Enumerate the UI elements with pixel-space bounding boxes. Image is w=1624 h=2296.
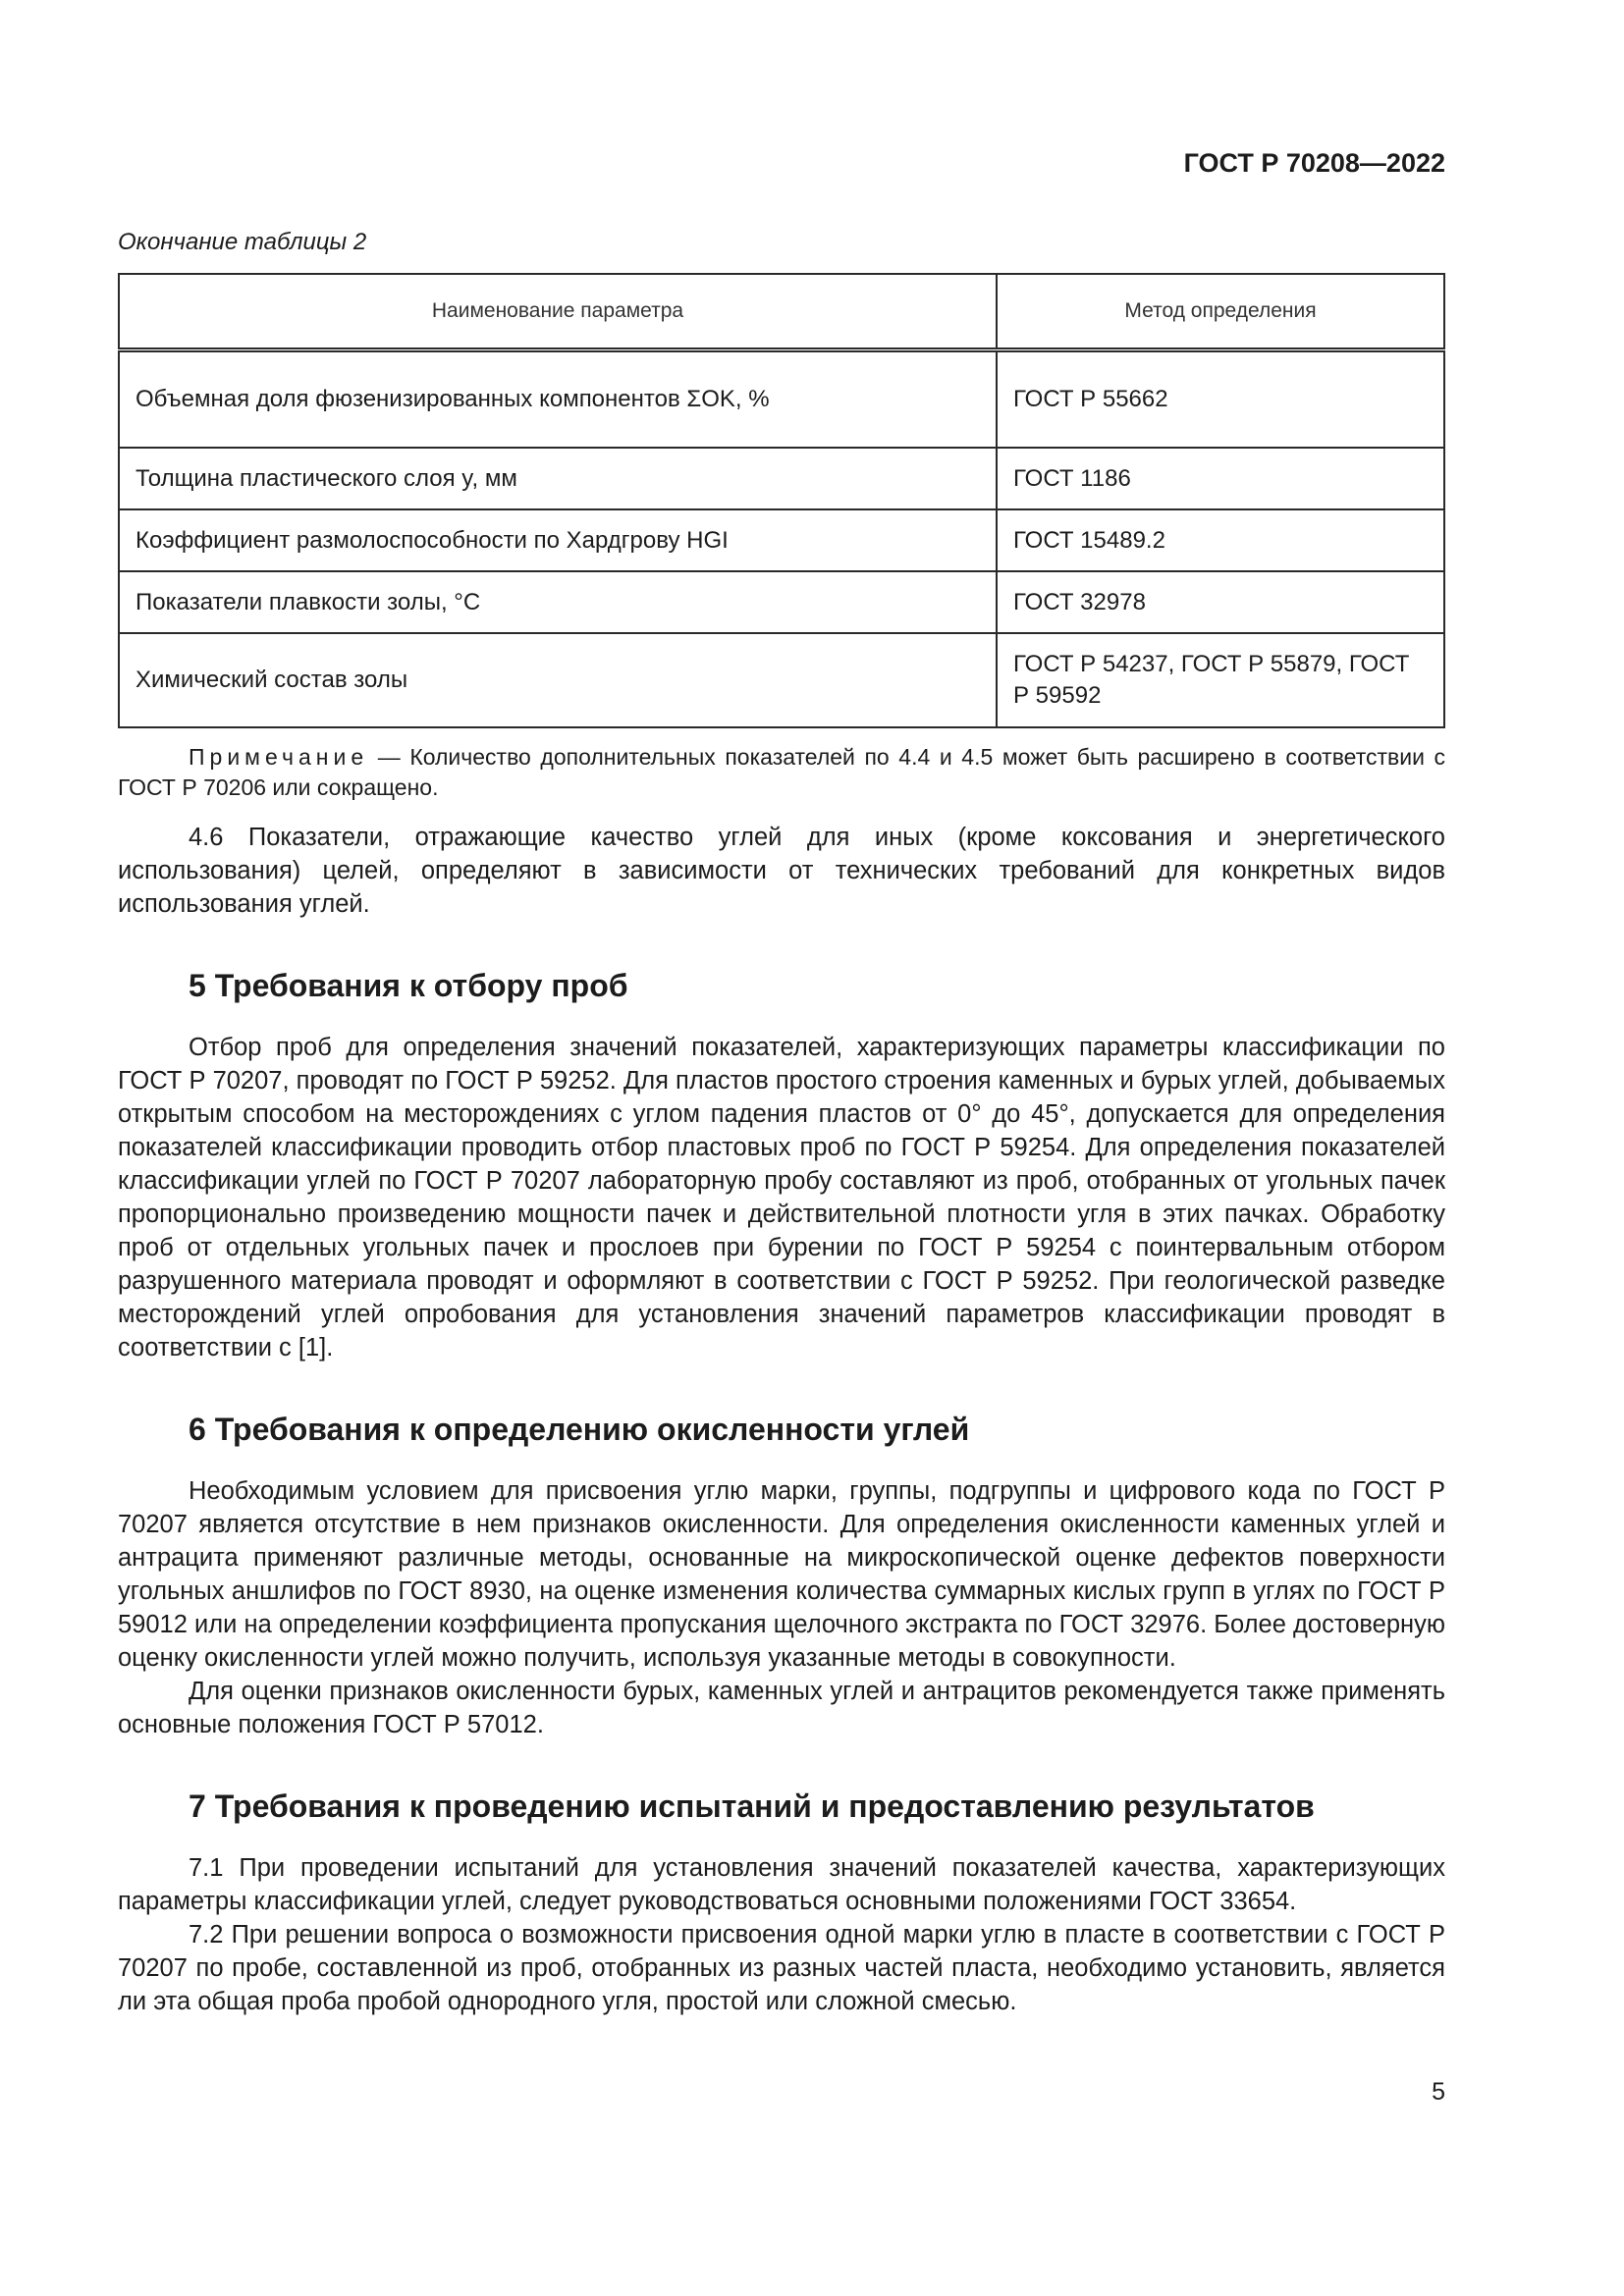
section-6-heading: 6 Требования к определению окисленности углей bbox=[189, 1412, 970, 1447]
document-id-header: ГОСТ Р 70208—2022 bbox=[1183, 148, 1445, 178]
table-row bbox=[119, 571, 1444, 633]
section-7-paragraph: 7.1 При проведении испытаний для установления значений показателей качества, характеризующих параметры классификации углей, следует руководствоваться основными положениями ГОСТ 33654. bbox=[118, 1854, 1445, 1915]
table-row bbox=[119, 509, 1444, 571]
column-header-method: Метод определения bbox=[997, 274, 1444, 350]
note-label: Примечание bbox=[189, 744, 369, 770]
method-cell: ГОСТ 32978 bbox=[997, 571, 1444, 633]
method-cell: ГОСТ 1186 bbox=[997, 448, 1444, 509]
parameter-cell: Толщина пластического слоя y, мм bbox=[119, 448, 997, 509]
table-row bbox=[119, 350, 1444, 449]
section-5-heading: 5 Требования к отбору проб bbox=[189, 968, 628, 1003]
parameter-cell: Химический состав золы bbox=[119, 633, 997, 727]
column-header-parameter: Наименование параметра bbox=[119, 274, 997, 350]
table-note bbox=[118, 742, 1445, 803]
table-header-row bbox=[119, 274, 1444, 350]
method-cell: ГОСТ Р 55662 bbox=[997, 350, 1444, 449]
page-content bbox=[118, 228, 1445, 2018]
table-row bbox=[119, 633, 1444, 727]
section-5-paragraph: Отбор проб для определения значений показателей, характеризующих параметры классификации по ГОСТ Р 70207, проводят по ГОСТ Р 59252. Для пластов простого строения каменных и бурых углей, добываемых открытым способом на месторождениях с углом падения пластов от 0° до 45°, допускается для определения показателей классификации проводить отбор пластовых проб по ГОСТ Р 59254. Для определения показателей классификации углей по ГОСТ Р 70207 лабораторную пробу составляют из проб, отобранных от угольных пачек пропорционально произведению мощности пачек и действительной плотности угля в этих пачках. Обработку проб от отдельных угольных пачек и прослоев при бурении по ГОСТ Р 59254 с поинтервальным отбором разрушенного материала проводят и оформляют в соответствии с ГОСТ Р 59252. При геологической разведке месторождений углей опробования для установления значений параметров классификации проводят в соответствии с [1]. bbox=[118, 1034, 1445, 1362]
parameter-cell: Показатели плавкости золы, °C bbox=[119, 571, 997, 633]
table-caption: Окончание таблицы 2 bbox=[118, 229, 367, 255]
method-cell: ГОСТ Р 54237, ГОСТ Р 55879, ГОСТ Р 59592 bbox=[997, 633, 1444, 727]
parameters-table bbox=[118, 273, 1445, 728]
page-number: 5 bbox=[1432, 2078, 1445, 2106]
method-cell: ГОСТ 15489.2 bbox=[997, 509, 1444, 571]
section-6-paragraph: Необходимым условием для присвоения углю марки, группы, подгруппы и цифрового кода по ГОСТ Р 70207 является отсутствие в нем признаков окисленности. Для определения окисленности каменных углей и антрацита применяют различные методы, основанные на микроскопической оценке дефектов поверхности угольных аншлифов по ГОСТ 8930, на оценке изменения количества суммарных кислых групп в углях по ГОСТ Р 59012 или на определении коэффициента пропускания щелочного экстракта по ГОСТ 32976. Более достоверную оценку окисленности углей можно получить, используя указанные методы в совокупности. bbox=[118, 1477, 1445, 1672]
section-6-paragraph: Для оценки признаков окисленности бурых, каменных углей и антрацитов рекомендуется также применять основные положения ГОСТ Р 57012. bbox=[118, 1678, 1445, 1738]
parameter-cell: Объемная доля фюзенизированных компонентов ΣOK, % bbox=[119, 350, 997, 449]
paragraph-4-6: 4.6 Показатели, отражающие качество углей для иных (кроме коксования и энергетического использования) целей, определяют в зависимости от технических требований для конкретных видов использования углей. bbox=[118, 824, 1445, 918]
note-text: — Количество дополнительных показателей по 4.4 и 4.5 может быть расширено в соответствии с ГОСТ Р 70206 или сокращено. bbox=[118, 744, 1446, 800]
section-7-paragraph: 7.2 При решении вопроса о возможности присвоения одной марки углю в пласте в соответствии с ГОСТ Р 70207 по пробе, составленной из проб, отобранных из разных частей пласта, необходимо установить, является ли эта общая проба пробой однородного угля, простой или сложной смесью. bbox=[118, 1921, 1445, 2015]
parameter-cell: Коэффициент размолоспособности по Хардгрову HGI bbox=[119, 509, 997, 571]
section-7-heading: 7 Требования к проведению испытаний и предоставлению результатов bbox=[189, 1789, 1315, 1824]
table-row bbox=[119, 448, 1444, 509]
